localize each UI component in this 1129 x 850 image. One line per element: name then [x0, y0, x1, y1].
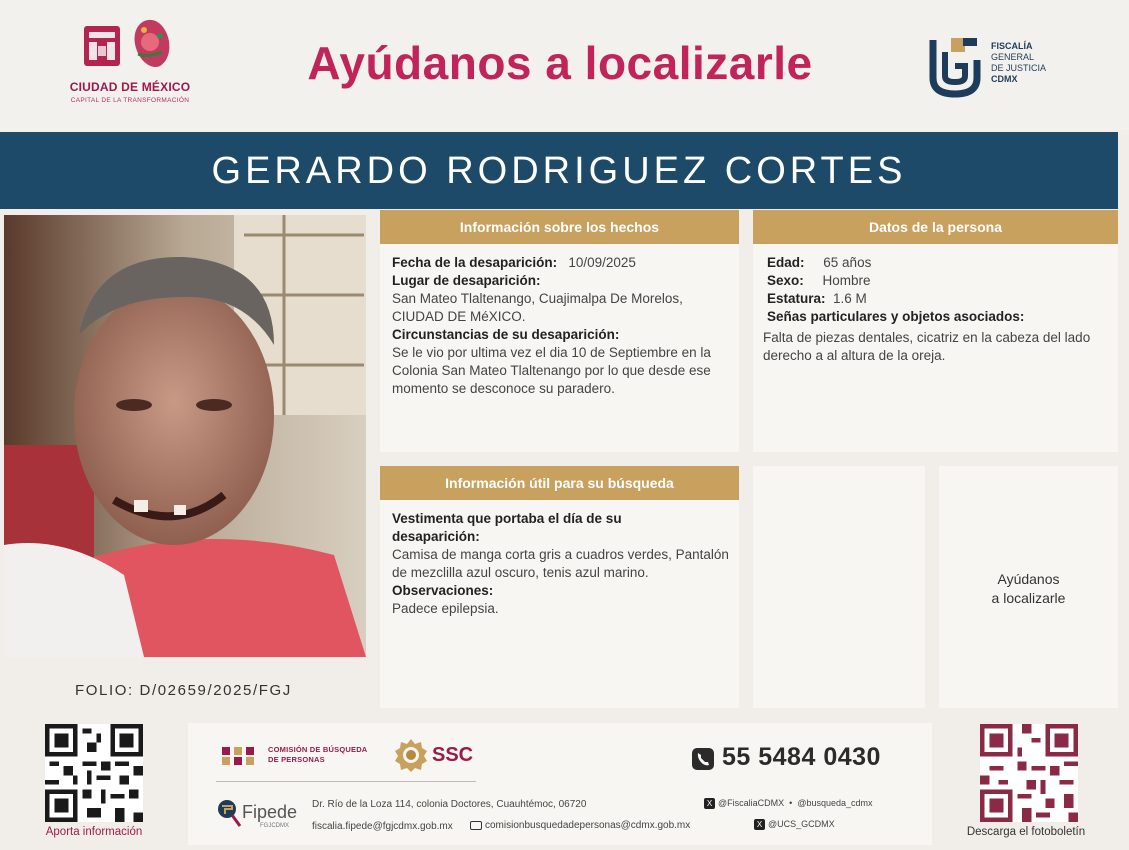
obs-label: Observaciones: [392, 583, 494, 598]
sexo-label: Sexo: [767, 273, 804, 288]
panel-side-message [939, 466, 1118, 708]
footer-contact [188, 723, 932, 845]
fgj-line2: GENERAL [991, 52, 1035, 62]
fecha-value: 10/09/2025 [568, 255, 636, 270]
estatura-label: Estatura: [767, 291, 826, 306]
fecha-label: Fecha de la desaparición: [392, 255, 558, 270]
side-message [939, 570, 1118, 608]
estatura-value: 1.6 M [833, 291, 867, 306]
estatura-row [767, 290, 1108, 308]
fipede-sub: FGJCDMX [260, 823, 289, 829]
email-comision[interactable]: comisionbusquedadepersonas@cdmx.gob.mx [485, 820, 691, 831]
footer-address: Dr. Río de la Loza 114, colonia Doctores, Cuauhtémoc, 06720 [312, 799, 587, 810]
folio-number: FOLIO: D/02659/2025/FGJ [75, 682, 292, 699]
cdmx-name: CIUDAD DE MÉXICO [69, 80, 191, 94]
ssc-logo [394, 738, 484, 774]
panel-util-body [392, 510, 729, 618]
edad-label: Edad: [767, 255, 805, 270]
panel-datos-body [763, 254, 1108, 365]
panel-datos [753, 210, 1118, 452]
fipede-logo [216, 798, 316, 838]
comision-line1: COMISIÓN DE BÚSQUEDA [268, 745, 368, 754]
phone-number[interactable]: 55 5484 0430 [722, 743, 881, 771]
cdmx-subtitle: CAPITAL DE LA TRANSFORMACIÓN [70, 97, 190, 104]
qr-code-fotoboletin[interactable] [980, 724, 1078, 822]
senas-label: Señas particulares y objetos asociados: [767, 309, 1025, 324]
mail-icon [470, 821, 482, 830]
senas-value: Falta de piezas dentales, cicatriz en la cabeza del lado derecho a al altura de la oreja. [763, 330, 1091, 363]
email-comision-row[interactable] [470, 820, 690, 831]
panel-hechos-heading: Información sobre los hechos [380, 210, 739, 244]
name-bar [0, 132, 1118, 209]
fgj-text [991, 41, 1046, 85]
panel-datos-heading: Datos de la persona [753, 210, 1118, 244]
fgj-line4: CDMX [991, 74, 1018, 84]
panel-util [380, 466, 739, 708]
fipede-name: Fipede [242, 802, 298, 822]
side-line1: Ayúdanos [997, 571, 1060, 587]
fgj-line1: FISCALÍA [991, 41, 1033, 51]
lugar-value: San Mateo Tlaltenango, Cuajimalpa De Morelos, CIUDAD DE MéXICO. [392, 291, 683, 324]
fecha-row [392, 254, 729, 272]
social-ucs[interactable]: @UCS_GCDMX [768, 819, 835, 829]
email-fipede[interactable]: fiscalia.fipede@fgjcdmx.gob.mx [312, 821, 453, 832]
vest-label: Vestimenta que portaba el día de su desaparición: [392, 511, 622, 544]
edad-row [767, 254, 1108, 272]
social-row-2 [754, 819, 835, 830]
header [0, 0, 1129, 130]
social-row-1: X @FiscaliaCDMX • @busqueda_cdmx [704, 798, 873, 809]
social-busqueda[interactable]: @busqueda_cdmx [797, 798, 873, 808]
ssc-badge-icon [394, 738, 428, 772]
person-photo [4, 215, 366, 657]
ssc-text: SSC [432, 744, 474, 766]
x-twitter-icon: X [754, 819, 765, 830]
sexo-value: Hombre [822, 273, 871, 288]
qr-code-aporta[interactable] [45, 724, 143, 822]
lugar-label: Lugar de desaparición: [392, 273, 541, 288]
comision-line2: DE PERSONAS [268, 755, 325, 764]
qr-right-caption: Descarga el fotoboletín [966, 826, 1086, 838]
cdmx-logo [60, 14, 200, 114]
side-line2: a localizarle [991, 590, 1066, 606]
fgj-logo [925, 30, 1075, 100]
panel-util-heading: Información útil para su búsqueda [380, 466, 739, 500]
photo-image [4, 215, 366, 657]
obs-value: Padece epilepsia. [392, 601, 499, 616]
circ-value: Se le vio por ultima vez el dia 10 de Septiembre en la Colonia San Mateo Tlaltenango por lo que desde ese momento se desconoce su paradero. [392, 345, 711, 396]
footer-divider [216, 781, 476, 782]
social-fiscalia[interactable]: @FiscaliaCDMX [718, 798, 785, 808]
person-name: GERARDO RODRIGUEZ CORTES [211, 150, 907, 192]
comision-text [268, 745, 367, 765]
x-twitter-icon: X [704, 798, 715, 809]
panel-hechos [380, 210, 739, 452]
panel-blank [753, 466, 925, 708]
panel-hechos-body [392, 254, 729, 398]
fgj-emblem-icon [925, 30, 985, 100]
edad-value: 65 años [823, 255, 872, 270]
fgj-line3: DE JUSTICIA [991, 63, 1047, 73]
qr-left-caption: Aporta información [45, 826, 143, 838]
fipede-icon [216, 798, 242, 828]
circ-label: Circunstancias de su desaparición: [392, 327, 620, 342]
vest-value: Camisa de manga corta gris a cuadros verdes, Pantalón de mezclilla azul oscuro, tenis azul marino. [392, 547, 729, 580]
cdmx-emblem-icon [78, 14, 178, 76]
sexo-row [767, 272, 1108, 290]
page-title: Ayúdanos a localizarle [307, 37, 813, 89]
phone-icon [691, 747, 715, 771]
comision-busqueda-logo [222, 743, 382, 773]
comision-busqueda-icon [222, 743, 262, 769]
